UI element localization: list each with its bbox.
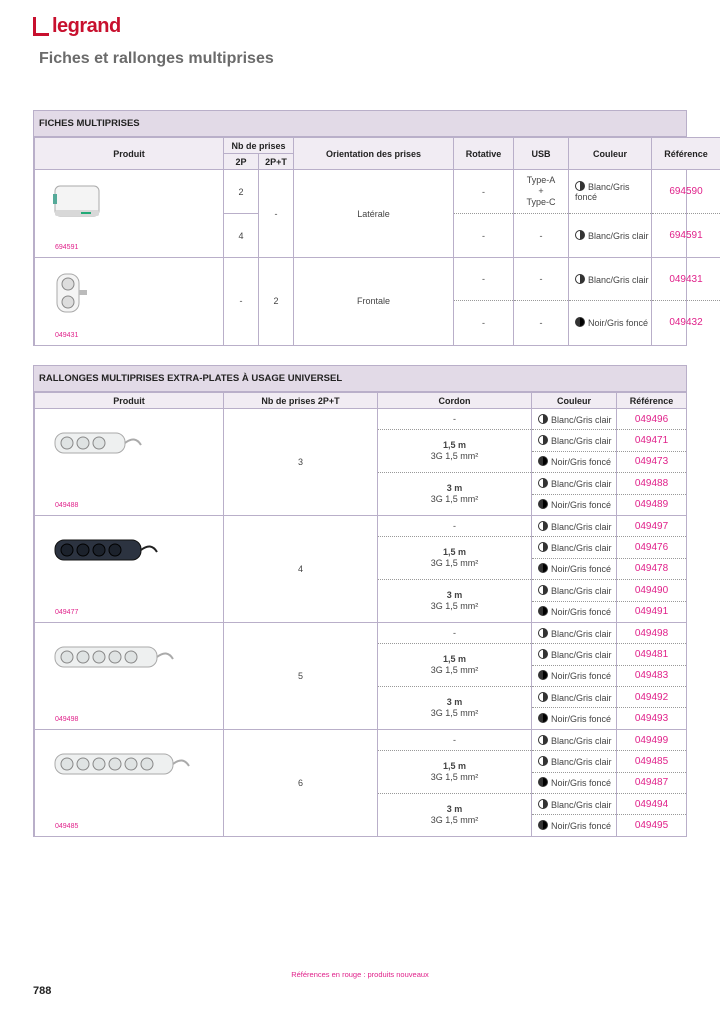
cordon-length: 1,5 m: [442, 761, 466, 772]
cordon-value: [378, 644, 532, 687]
cordon-section: 3G 1,5 mm²: [430, 815, 479, 826]
color-swatch-icon: [538, 735, 548, 745]
col-reference: Référence: [617, 393, 687, 409]
reference-value: 049431: [652, 258, 720, 301]
usb-value: [514, 170, 569, 214]
cordon-section: 3G 1,5 mm²: [430, 665, 479, 676]
cordon-section: 3G 1,5 mm²: [430, 558, 479, 569]
reference-value: 049478: [617, 558, 687, 579]
brand-name: legrand: [52, 15, 121, 37]
couleur-value: Blanc/Gris clair: [532, 580, 617, 601]
color-swatch-icon: [538, 777, 548, 787]
rotative-value: -: [454, 170, 514, 214]
reference-value: 049489: [617, 494, 687, 515]
table-row: [35, 515, 687, 536]
section-rallonges: [33, 365, 687, 837]
product-code: 049498: [55, 715, 79, 723]
couleur-value: Noir/Gris foncé: [532, 815, 617, 836]
color-swatch-icon: [538, 713, 548, 723]
color-swatch-icon: [575, 274, 585, 284]
usb-plus: +: [538, 186, 544, 196]
cordon-section: 3G 1,5 mm²: [430, 494, 479, 505]
cordon-value: [378, 473, 532, 516]
couleur-value: Blanc/Gris clair: [532, 409, 617, 430]
p2t-value: 2: [259, 258, 294, 345]
color-swatch-icon: [538, 820, 548, 830]
couleur-value: Noir/Gris foncé: [532, 708, 617, 729]
table-row: [35, 170, 720, 214]
couleur-value: Noir/Gris foncé: [532, 772, 617, 793]
reference-value: 049473: [617, 451, 687, 472]
fiches-table: [34, 137, 720, 345]
color-swatch-icon: [538, 585, 548, 595]
couleur-value: Noir/Gris foncé: [532, 494, 617, 515]
cordon-length: 1,5 m: [442, 440, 466, 451]
col-usb: USB: [514, 138, 569, 170]
color-swatch-icon: [538, 756, 548, 766]
reference-value: 049492: [617, 687, 687, 708]
table-row: [35, 258, 720, 301]
reference-value: 694591: [652, 214, 720, 258]
col-2p: 2P: [224, 154, 259, 170]
couleur-value: Blanc/Gris clair: [532, 430, 617, 451]
reference-value: 049493: [617, 708, 687, 729]
reference-value: 049494: [617, 794, 687, 815]
product-image-cell: [35, 622, 224, 729]
product-image-cell: [35, 258, 224, 345]
couleur-value: Blanc/Gris clair: [569, 258, 652, 301]
product-code: 694591: [55, 244, 79, 251]
reference-value: 049485: [617, 751, 687, 772]
couleur-value: Blanc/Gris clair: [532, 515, 617, 536]
col-rotative: Rotative: [454, 138, 514, 170]
reference-value: 049491: [617, 601, 687, 622]
couleur-value: Blanc/Gris clair: [532, 794, 617, 815]
usb-type-c: Type-C: [526, 197, 556, 207]
cordon-value: [378, 430, 532, 473]
reference-value: 049488: [617, 473, 687, 494]
couleur-value: Blanc/Gris clair: [532, 729, 617, 750]
rotative-value: -: [454, 258, 514, 301]
rallonge-image: [53, 427, 143, 461]
col-orientation: Orientation des prises: [294, 138, 454, 170]
usb-value: -: [514, 214, 569, 258]
reference-value: 049498: [617, 622, 687, 643]
color-swatch-icon: [538, 692, 548, 702]
nb-prises-value: 3: [224, 409, 378, 516]
nb-prises-value: 4: [224, 515, 378, 622]
table-row: [35, 622, 687, 643]
color-swatch-icon: [538, 563, 548, 573]
nb-prises-value: 6: [224, 729, 378, 836]
cordon-value: [378, 794, 532, 837]
footer-note: Références en rouge : produits nouveaux: [291, 970, 429, 979]
color-swatch-icon: [538, 499, 548, 509]
color-swatch-icon: [538, 478, 548, 488]
product-code: 049431: [55, 331, 79, 339]
p2-value: -: [224, 258, 259, 345]
legrand-logo: [33, 15, 121, 38]
cordon-section: 3G 1,5 mm²: [430, 707, 479, 718]
couleur-value: Blanc/Gris clair: [532, 644, 617, 665]
product-image-cell: [35, 729, 224, 836]
cordon-value: [378, 580, 532, 623]
page-title: Fiches et rallonges multiprises: [39, 50, 274, 67]
couleur-value: Blanc/Gris clair: [532, 751, 617, 772]
couleur-value: Noir/Gris foncé: [532, 451, 617, 472]
reference-value: 049483: [617, 665, 687, 686]
col-couleur: Couleur: [532, 393, 617, 409]
p2-value: 2: [224, 170, 259, 214]
color-swatch-icon: [538, 606, 548, 616]
cordon-value: [378, 537, 532, 580]
col-nb-prises: Nb de prises: [224, 138, 294, 154]
reference-value: 049495: [617, 815, 687, 836]
cordon-section: 3G 1,5 mm²: [430, 772, 479, 783]
color-swatch-icon: [538, 799, 548, 809]
couleur-value: Blanc/Gris clair: [532, 537, 617, 558]
col-reference: Référence: [652, 138, 720, 170]
usb-value: -: [514, 301, 569, 345]
col-produit: Produit: [35, 393, 224, 409]
multiprise-lateral-image: [53, 180, 103, 222]
rotative-value: -: [454, 301, 514, 345]
reference-value: 049487: [617, 772, 687, 793]
couleur-value: Noir/Gris foncé: [569, 301, 652, 345]
cordon-length: 3 m: [446, 483, 463, 494]
couleur-value: Noir/Gris foncé: [532, 558, 617, 579]
p2t-value: -: [259, 170, 294, 258]
cordon-value: -: [378, 515, 532, 536]
product-code: 049477: [55, 608, 79, 616]
couleur-value: Blanc/Gris clair: [569, 214, 652, 258]
product-image-cell: [35, 515, 224, 622]
couleur-value: Blanc/Gris clair: [532, 687, 617, 708]
couleur-value: Noir/Gris foncé: [532, 665, 617, 686]
product-code: 049485: [55, 823, 79, 831]
cordon-length: 1,5 m: [442, 547, 466, 558]
couleur-value: Blanc/Gris clair: [532, 473, 617, 494]
p2-value: 4: [224, 214, 259, 258]
color-swatch-icon: [575, 230, 585, 240]
reference-value: 049481: [617, 644, 687, 665]
color-swatch-icon: [538, 649, 548, 659]
color-swatch-icon: [538, 521, 548, 531]
color-swatch-icon: [575, 181, 585, 191]
orientation-value: Latérale: [294, 170, 454, 258]
cordon-length: 3 m: [446, 696, 463, 707]
color-swatch-icon: [538, 542, 548, 552]
reference-value: 049499: [617, 729, 687, 750]
logo-mark-icon: [33, 17, 49, 36]
product-image-cell: [35, 409, 224, 516]
cordon-value: -: [378, 729, 532, 750]
cordon-value: [378, 751, 532, 794]
col-produit: Produit: [35, 138, 224, 170]
color-swatch-icon: [538, 456, 548, 466]
cordon-value: -: [378, 409, 532, 430]
color-swatch-icon: [538, 414, 548, 424]
reference-value: 049432: [652, 301, 720, 345]
cordon-length: 1,5 m: [442, 654, 466, 665]
product-image-cell: [35, 170, 224, 258]
col-couleur: Couleur: [569, 138, 652, 170]
section-title: RALLONGES MULTIPRISES EXTRA-PLATES À USAGE UNIVERSEL: [34, 366, 686, 392]
page-number: 788: [33, 985, 52, 997]
cordon-length: 3 m: [446, 590, 463, 601]
col-nb-prises: Nb de prises 2P+T: [224, 393, 378, 409]
reference-value: 694590: [652, 170, 720, 214]
section-title: FICHES MULTIPRISES: [34, 111, 686, 137]
reference-value: 049496: [617, 409, 687, 430]
couleur-value: Blanc/Gris clair: [532, 622, 617, 643]
orientation-value: Frontale: [294, 258, 454, 345]
reference-value: 049471: [617, 430, 687, 451]
rallonge-image: [53, 641, 175, 675]
rotative-value: -: [454, 214, 514, 258]
rallonges-table: [34, 392, 687, 836]
rallonge-image: [53, 748, 191, 782]
cordon-section: 3G 1,5 mm²: [430, 451, 479, 462]
color-swatch-icon: [538, 435, 548, 445]
couleur-value: Noir/Gris foncé: [532, 601, 617, 622]
section-fiches-multiprises: [33, 110, 708, 346]
col-cordon: Cordon: [378, 393, 532, 409]
color-swatch-icon: [575, 317, 585, 327]
cordon-value: -: [378, 622, 532, 643]
table-row: [35, 729, 687, 750]
multiprise-frontale-image: [53, 272, 89, 316]
color-swatch-icon: [538, 670, 548, 680]
reference-value: 049497: [617, 515, 687, 536]
col-2pt: 2P+T: [259, 154, 294, 170]
color-swatch-icon: [538, 628, 548, 638]
usb-type-a: Type-A: [526, 175, 556, 185]
reference-value: 049490: [617, 580, 687, 601]
cordon-section: 3G 1,5 mm²: [430, 601, 479, 612]
couleur-value: Blanc/Gris foncé: [569, 170, 652, 214]
usb-value: -: [514, 258, 569, 301]
table-row: [35, 409, 687, 430]
nb-prises-value: 5: [224, 622, 378, 729]
reference-value: 049476: [617, 537, 687, 558]
rallonge-image: [53, 534, 159, 568]
cordon-length: 3 m: [446, 804, 463, 815]
product-code: 049488: [55, 501, 79, 509]
cordon-value: [378, 687, 532, 730]
